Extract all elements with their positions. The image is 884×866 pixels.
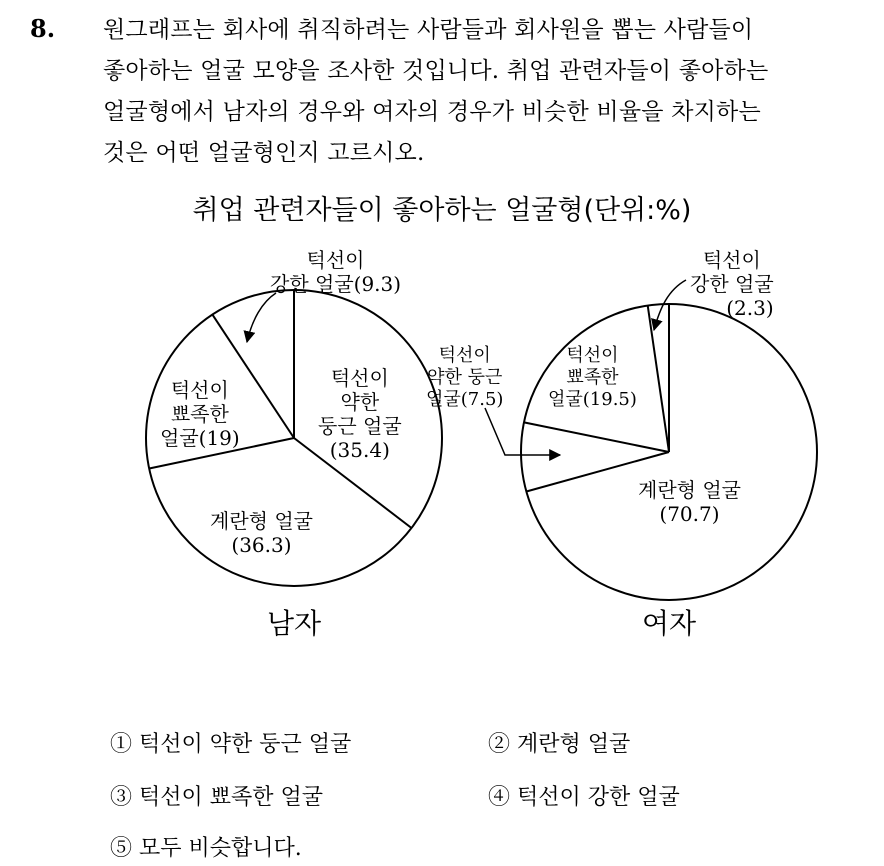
question-line: 좋아하는 얼굴 모양을 조사한 것입니다. 취업 관련자들이 좋아하는 <box>103 58 769 84</box>
question-line: 얼굴형에서 남자의 경우와 여자의 경우가 비슷한 비율을 차지하는 <box>103 99 761 125</box>
slice-label-male-strong <box>270 248 401 296</box>
slice-label-line: 얼굴(19.5) <box>548 389 637 410</box>
slice-label-line: (2.3) <box>726 296 774 320</box>
slice-label-female-oval <box>638 478 741 526</box>
slice-label-line: 턱선이 <box>438 345 491 366</box>
slice-label-line: 턱선이 <box>702 248 761 272</box>
slice-label-line: (35.4) <box>329 438 390 462</box>
choice-2[interactable]: ② 계란형 얼굴 <box>488 732 631 757</box>
slice-label-line: 턱선이 <box>306 248 365 272</box>
slice-label-line: 얼굴(19) <box>160 426 240 450</box>
question-text <box>103 10 863 174</box>
slice-label-line: 뾰족한 <box>566 367 619 388</box>
choice-1[interactable]: ① 턱선이 약한 둥근 얼굴 <box>110 732 352 757</box>
slice-label-male-oval <box>210 509 313 557</box>
slice-label-female-sharp <box>548 345 637 411</box>
slice-label-female-strong <box>690 248 774 320</box>
slice-label-line: 둥근 얼굴 <box>318 414 402 438</box>
slice-label-line: (36.3) <box>231 533 292 557</box>
choice-3[interactable]: ③ 턱선이 뾰족한 얼굴 <box>110 785 323 810</box>
slice-label-line: 턱선이 <box>170 378 229 402</box>
chart-title: 취업 관련자들이 좋아하는 얼굴형(단위:%) <box>192 195 692 226</box>
question-number: 8. <box>30 14 56 43</box>
slice-label-line: 계란형 얼굴 <box>210 509 313 533</box>
slice-label-line: 뾰족한 <box>170 402 229 426</box>
slice-label-line: 강한 얼굴(9.3) <box>270 272 402 296</box>
question-line: 것은 어떤 얼굴형인지 고르시오. <box>103 140 425 166</box>
slice-label-line: 계란형 얼굴 <box>638 478 741 502</box>
slice-label-line: (70.7) <box>659 502 720 526</box>
slice-label-line: 얼굴(7.5) <box>426 389 504 410</box>
slice-label-female-round <box>426 345 503 411</box>
choice-5[interactable]: ⑤ 모두 비슷합니다. <box>110 836 302 861</box>
slice-label-male-sharp <box>160 378 240 450</box>
slice-label-line: 턱선이 <box>566 345 619 366</box>
choice-4[interactable]: ④ 턱선이 강한 얼굴 <box>488 785 680 810</box>
slice-label-male-round <box>318 366 402 462</box>
slice-label-line: 약한 둥근 <box>427 367 503 388</box>
slice-label-line: 턱선이 <box>330 366 389 390</box>
slice-label-line: 강한 얼굴 <box>690 272 774 296</box>
pie-name-female: 여자 <box>642 607 697 640</box>
slice-label-line: 약한 <box>340 390 380 414</box>
question-line: 원그래프는 회사에 취직하려는 사람들과 회사원을 뽑는 사람들이 <box>103 17 754 43</box>
pie-name-male: 남자 <box>267 607 322 640</box>
